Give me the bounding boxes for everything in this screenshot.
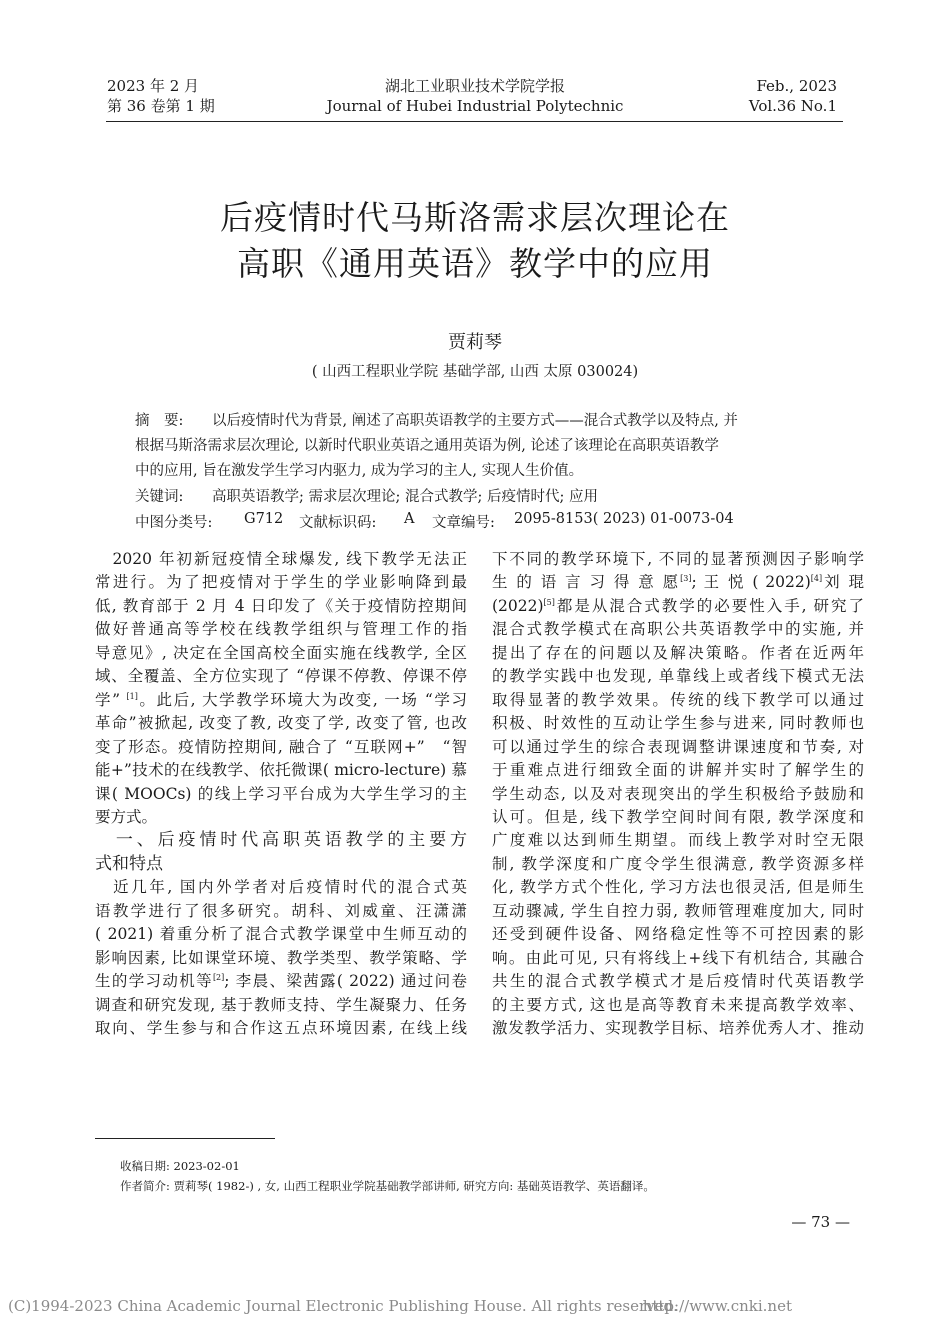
body-text-fragment: ; 李晨、梁茜露( 2022) 通过问卷 — [224, 972, 467, 991]
body-line-with-citation — [95, 689, 467, 712]
body-line: 广度难以达到师生期望。而线上教学对时空无限 — [492, 831, 864, 850]
section-heading: 一、后疫情时代高职英语教学的主要方 — [95, 830, 467, 851]
body-line-with-citation — [492, 571, 864, 594]
body-line: 低, 教育部于 2 月 4 日印发了《关于疫情防控期间 — [95, 596, 467, 615]
body-line-with-citation — [95, 970, 467, 993]
body-line: ( 2021) 着重分析了混合式教学课堂中生师互动的 — [95, 925, 467, 944]
body-left-column — [95, 548, 467, 1041]
abstract-line3: 中的应用, 旨在激发学生学习内驱力, 成为学习的主人, 实现人生价值。 — [135, 463, 584, 479]
body-line: 提出了存在的问题以及解决策略。作者在近两年 — [492, 643, 864, 662]
copyright-notice: (C)1994-2023 China Academic Journal Electronic Publishing House. All rights reserved. — [8, 1297, 678, 1315]
body-text-fragment: 生 的 语 言 习 得 意 愿 — [492, 573, 681, 592]
abstract-label: 摘 要: — [135, 413, 184, 429]
keywords-text: 高职英语教学; 需求层次理论; 混合式教学; 后疫情时代; 应用 — [212, 489, 598, 505]
paper-title-line2: 高职《通用英语》教学中的应用 — [237, 244, 713, 283]
body-line: 导意见》, 决定在全国高校全面实施在线教学, 全区 — [95, 643, 467, 662]
article-number-label: 文章编号: — [432, 515, 495, 531]
journal-name-en: Journal of Hubei Industrial Polytechnic — [326, 97, 624, 115]
body-line: 革命”被掀起, 改变了教, 改变了学, 改变了管, 也改 — [95, 714, 467, 733]
clc-label: 中图分类号: — [135, 515, 213, 531]
body-line: 学生动态, 以及对表现突出的学生积极给予鼓励和 — [492, 784, 864, 803]
body-line: 互动骤减, 学生自控力弱, 教师管理难度加大, 同时 — [492, 901, 864, 920]
body-line: 做好普通高等学校在线教学组织与管理工作的指 — [95, 620, 467, 639]
issue-date-cn: 2023 年 2 月 — [107, 77, 200, 95]
body-line: 要方式。 — [95, 807, 158, 826]
article-number-value: 2095-8153( 2023) 01-0073-04 — [514, 511, 734, 527]
body-text-fragment: 都是从混合式教学的必要性入手, 研究了 — [554, 596, 864, 615]
body-line: 影响因素, 比如课堂环境、教学类型、教学策略、学 — [95, 948, 467, 967]
issue-volume-en: Vol.36 No.1 — [748, 97, 837, 115]
citation-ref: [2] — [212, 973, 225, 982]
body-line: 认可。但是, 线下教学空间时间有限, 教学深度和 — [492, 807, 864, 826]
body-line: 变了形态。疫情防控期间, 融合了 “互联网+” “智 — [95, 737, 467, 756]
body-line: 的主要方式, 这也是高等教育未来提高教学效率、 — [492, 995, 864, 1014]
section-heading-cont: 式和特点 — [95, 853, 163, 874]
body-line: 还受到硬件设备、网络稳定性等不可控因素的影 — [492, 925, 864, 944]
cnki-website: http://www.cnki.net — [642, 1297, 792, 1315]
issue-volume-cn: 第 36 卷第 1 期 — [107, 97, 215, 115]
footnote-rule — [95, 1138, 275, 1139]
citation-ref: [4] — [810, 574, 823, 584]
abstract-line1: 以后疫情时代为背景, 阐述了高职英语教学的主要方式——混合式教学以及特点, 并 — [212, 413, 738, 429]
doc-code-value: A — [404, 511, 415, 527]
author-intro: 作者简介: 贾莉琴( 1982-) , 女, 山西工程职业学院基础教学部讲师, 研究方向: 基础英语教学、英语翻译。 — [120, 1179, 655, 1193]
author-name: 贾莉琴 — [448, 332, 502, 353]
header-rule — [106, 121, 843, 122]
body-line: 化, 教学方式个性化, 学习方法也很灵活, 但是师生 — [492, 878, 864, 897]
page-number: — 73 — — [791, 1213, 850, 1231]
body-line: 取得显著的教学效果。传统的线下教学可以通过 — [492, 690, 864, 709]
body-line: 2020 年初新冠疫情全球爆发, 线下教学无法正 — [95, 550, 467, 568]
citation-ref: [3] — [680, 574, 692, 584]
body-line: 近几年, 国内外学者对后疫情时代的混合式英 — [95, 878, 467, 897]
body-line: 的教学实践中也发现, 单靠线上或者线下模式无法 — [492, 667, 864, 686]
issue-date-en: Feb., 2023 — [756, 77, 837, 95]
body-text-fragment: 生的学习动机等 — [95, 972, 213, 991]
body-line: 激发教学活力、实现教学目标、培养优秀人才、推动 — [492, 1019, 864, 1038]
body-line-with-citation — [492, 595, 864, 618]
body-line: 能+”技术的在线教学、依托微课( micro-lecture) 慕 — [95, 761, 467, 780]
body-line: 响。由此可见, 只有将线上+线下有机结合, 其融合 — [492, 948, 864, 967]
body-text-fragment: 学” — [95, 690, 127, 709]
body-line: 课( MOOCs) 的线上学习平台成为大学生学习的主 — [95, 784, 467, 803]
abstract-line2: 根据马斯洛需求层次理论, 以新时代职业英语之通用英语为例, 论述了该理论在高职英语教学 — [135, 438, 719, 454]
body-text-fragment: ; 王 悦 ( 2022) — [691, 573, 811, 592]
author-affiliation: ( 山西工程职业学院 基础学部, 山西 太原 030024) — [311, 364, 639, 380]
paper-title-line1: 后疫情时代马斯洛需求层次理论在 — [220, 198, 730, 237]
body-line: 语教学进行了很多研究。胡科、刘威童、汪潇潇 — [95, 901, 467, 920]
body-line: 可以通过学生的综合表现调整讲课速度和节奏, 对 — [492, 737, 864, 756]
journal-name-cn: 湖北工业职业技术学院学报 — [384, 77, 565, 95]
clc-value: G712 — [244, 511, 284, 527]
received-date: 收稿日期: 2023-02-01 — [120, 1159, 240, 1173]
citation-ref: [5] — [543, 597, 555, 607]
body-line: 域、全覆盖、全方位实现了 “停课不停教、停课不停 — [95, 667, 467, 686]
body-line: 调查和研究发现, 基于教师支持、学生凝聚力、任务 — [95, 995, 467, 1014]
body-text-fragment: 。此后, 大学教学环境大为改变, 一场 “学习 — [137, 690, 468, 709]
body-line: 制, 教学深度和广度令学生很满意, 教学资源多样 — [492, 854, 864, 873]
doc-code-label: 文献标识码: — [299, 515, 377, 531]
body-line: 取向、学生参与和合作这五点环境因素, 在线上线 — [95, 1019, 467, 1038]
body-right-column — [492, 548, 864, 1041]
citation-ref: [1] — [126, 691, 138, 701]
body-line: 共生的混合式教学模式才是后疫情时代英语教学 — [492, 972, 864, 991]
body-text-fragment: 刘 琨 — [822, 573, 864, 592]
body-text-fragment: (2022) — [492, 596, 544, 615]
body-line: 常进行。为了把疫情对于学生的学业影响降到最 — [95, 573, 467, 592]
body-line: 积极、时效性的互动让学生参与进来, 同时教师也 — [492, 714, 864, 733]
body-line: 下不同的教学环境下, 不同的显著预测因子影响学 — [492, 550, 864, 568]
body-line: 于重难点进行细致全面的讲解并实时了解学生的 — [492, 761, 864, 780]
body-line: 混合式教学模式在高职公共英语教学中的实施, 并 — [492, 620, 864, 639]
keywords-label: 关键词: — [135, 489, 184, 505]
